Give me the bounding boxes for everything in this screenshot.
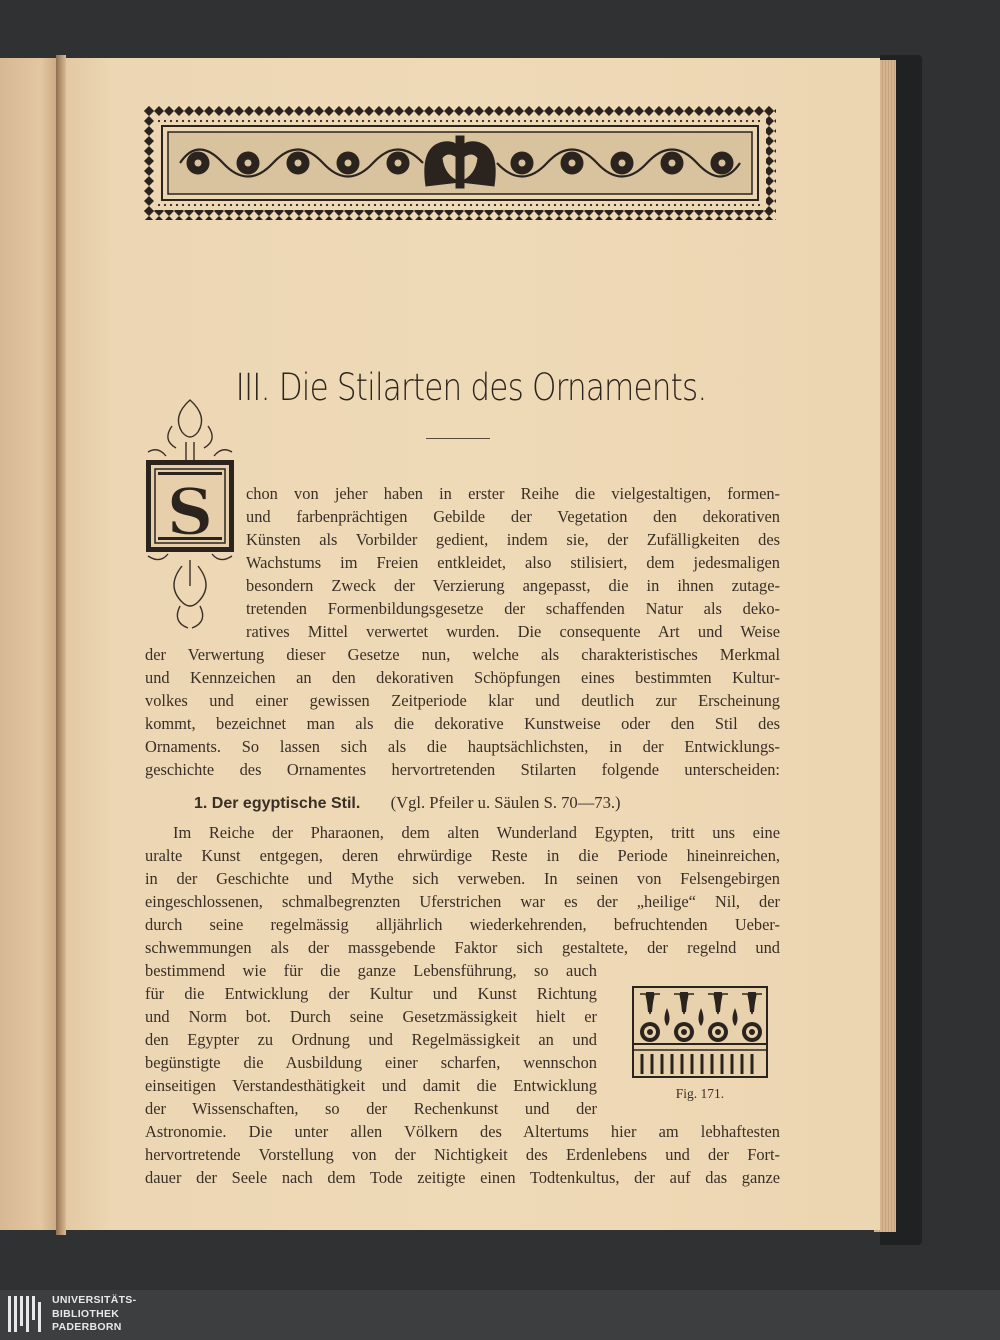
text-line: kommt, bezeichnet man als die dekorative Kunstweise oder den Stil des <box>145 714 780 733</box>
library-name <box>52 1294 136 1335</box>
library-name-line: UNIVERSITÄTS- <box>52 1294 137 1306</box>
library-name-line: BIBLIOTHEK <box>52 1307 120 1320</box>
text-line: chon von jeher haben in erster Reihe die vielgestaltigen, formen- <box>246 484 780 503</box>
text-line: Im Reiche der Pharaonen, dem alten Wunderland Egypten, tritt uns eine <box>173 823 780 842</box>
text-line: und farbenprächtigen Gebilde der Vegetation den dekorativen <box>246 507 780 526</box>
text-line: ratives Mittel verwertet wurden. Die consequente Art und Weise <box>246 622 780 641</box>
text-line: besondern Zweck der Verzierung angepasst, die in ihnen zutage- <box>246 576 780 595</box>
text-line: Ornaments. So lassen sich als die hauptsächlichsten, in der Entwicklungs- <box>145 737 780 756</box>
text-line: einseitigen Verstandesthätigkeit und damit die Entwicklung <box>145 1076 597 1095</box>
text-line: der Verwertung dieser Gesetze nun, welche als charakteristisches Merkmal <box>145 645 780 664</box>
section-title: 1. Der egyptische Stil. <box>194 795 361 812</box>
text-line: Astronomie. Die unter allen Völkern des Altertums hier am lebhaftesten <box>145 1122 780 1141</box>
text-line: volkes und einer gewissen Zeitperiode klar und deutlich zur Erscheinung <box>145 691 780 710</box>
text-line: der Wissenschaften, so der Rechenkunst und der <box>145 1099 597 1118</box>
text-line: tretenden Formenbildungsgesetze der schaffenden Natur als deko- <box>246 599 780 618</box>
text-line: bestimmend wie für die ganze Lebensführung, so auch <box>145 961 597 980</box>
text-line: durch seine regelmässig alljährlich wiederkehrenden, befruchtenden Ueber- <box>145 915 780 934</box>
text-line: geschichte des Ornamentes hervortretenden Stilarten folgende unterscheiden: <box>145 760 780 779</box>
library-footer <box>0 1290 1000 1340</box>
text-line: uralte Kunst entgegen, deren ehrwürdige Reste in die Periode hineinreichen, <box>145 846 780 865</box>
svg-text:S: S <box>166 475 214 550</box>
text-line: für die Entwicklung der Kultur und Kunst Richtung <box>145 984 597 1003</box>
text-line: Wachstums im Freien entkleidet, also stilisiert, dem jedesmaligen <box>246 553 780 572</box>
section-reference: (Vgl. Pfeiler u. Säulen S. 70—73.) <box>390 793 621 812</box>
figure-caption: Fig. 171. <box>675 1086 725 1101</box>
left-page-edge <box>0 58 58 1230</box>
text-line: in der Geschichte und Mythe sich verweben. In seinen von Felsengebirgen <box>145 869 780 888</box>
figure-171-egyptian-frieze <box>632 986 768 1078</box>
text-line: eingeschlossenen, schmalbegrenzten Uferstrichen war es der „heilige“ Nil, der <box>145 892 780 911</box>
text-line: schwemmungen als der massgebende Faktor sich gestaltete, der regelnd und <box>145 938 780 957</box>
book-page <box>62 58 880 1230</box>
decorative-initial-s <box>142 396 238 632</box>
text-line: und Kennzeichen an den dekorativen Schöpfungen eines bestimmten Kultur- <box>145 668 780 687</box>
ornamental-header-band <box>144 106 776 220</box>
book-gutter <box>56 55 66 1235</box>
title-divider <box>426 438 490 439</box>
text-line: dauer der Seele nach dem Tode zeitigte einen Todtenkultus, der auf das ganze <box>145 1168 780 1187</box>
text-line: den Egypter zu Ordnung und Regelmässigkeit an und <box>145 1030 597 1049</box>
text-line: Künsten als Vorbilder gedient, indem sie, der Zufälligkeiten des <box>246 530 780 549</box>
text-line: und Norm bot. Durch seine Gesetzmässigkeit hielt er <box>145 1007 597 1026</box>
text-line: hervortretende Vorstellung von der Nichtigkeit des Erdenlebens und der Fort- <box>145 1145 780 1164</box>
chapter-title: III. Die Stilarten des Ornaments. <box>235 366 707 409</box>
library-name-line: PADERBORN <box>52 1321 122 1333</box>
text-line: begünstigte die Ausbildung einer scharfen, wennschon <box>145 1053 597 1072</box>
section-heading <box>194 793 621 813</box>
library-logo-icon <box>8 1296 46 1332</box>
